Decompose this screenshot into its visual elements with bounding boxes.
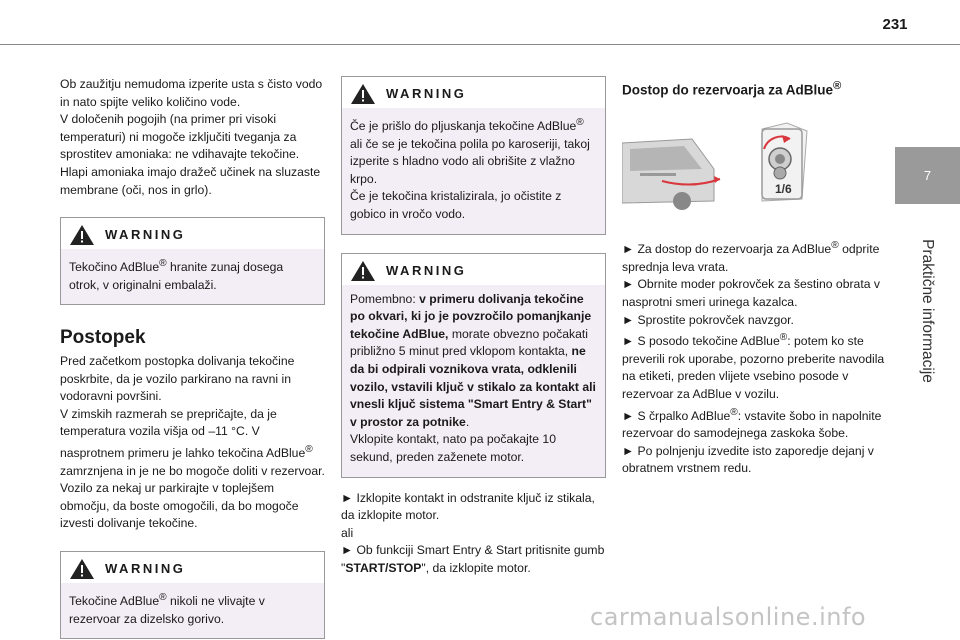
- van-door-filler-icon: [622, 121, 872, 211]
- warning-text-part: Tekočine AdBlue: [69, 594, 160, 609]
- start-stop-label: START/STOP: [345, 560, 422, 575]
- warning-text-part: Tekočino AdBlue: [69, 260, 160, 275]
- step-text-part: ► Za dostop do rezervoarja za AdBlue: [622, 242, 832, 257]
- registered-mark: ®: [833, 80, 842, 92]
- page-number: 231: [882, 16, 908, 33]
- procedure-paragraph: [60, 353, 325, 533]
- warning-title: WARNING: [105, 561, 186, 577]
- warning-text: [61, 583, 324, 638]
- procedure-text-part: Pred začetkom postopka dolivanja tekočine poskrbite, da je vozilo parkirano na ravni in vodoravni površini. V zimskih razmerah se prepričajte, da je temperatura vozila višja od –11 °C. V nasprotnem primeru je lahko tekočina AdBlue: [60, 354, 306, 461]
- warning-triangle-icon: [350, 260, 376, 282]
- section-title: Postopek: [60, 327, 146, 349]
- step-text-part: ► Ob funkciji Smart Entry & Start pritisnite gumb ": [341, 543, 605, 575]
- registered-mark: ®: [159, 258, 167, 270]
- warning-title: WARNING: [105, 227, 186, 243]
- warning-text-part: Če je prišlo do pljuskanja tekočine AdBlue: [350, 119, 577, 134]
- warning-text: [342, 285, 605, 477]
- column-right: [622, 76, 888, 478]
- warning-text: [342, 108, 605, 234]
- step-open-door: [622, 237, 888, 276]
- chapter-title: Praktične informacije: [919, 239, 937, 383]
- access-title: [622, 78, 888, 99]
- step-release-cap: ► Sprostite pokrovček navzgor.: [622, 312, 794, 327]
- warning-box-spill: [341, 76, 606, 235]
- step-text-part: ► S posodo tekočine AdBlue: [622, 334, 780, 349]
- step-pump: [622, 404, 888, 443]
- registered-mark: ®: [730, 406, 738, 418]
- step-reverse: ► Po polnjenju izvedite isto zaporedje dejanj v obratnem vrstnem redu.: [622, 443, 874, 476]
- step-or: ali: [341, 525, 354, 540]
- step-switch-off: ► Izklopite kontakt in odstranite ključ iz stikala, da izklopite motor.: [341, 490, 595, 523]
- adblue-tank-illustration: [622, 121, 872, 211]
- step-start-stop: [341, 542, 606, 577]
- warning-text-part: nikoli ne vlivajte v rezervoar za dizelsko gorivo.: [69, 594, 265, 626]
- warning-header: [342, 77, 605, 108]
- warning-header: [61, 552, 324, 583]
- column-left: [60, 76, 325, 639]
- warning-text-part: Pomembno:: [350, 291, 420, 306]
- warning-triangle-icon: [69, 224, 95, 246]
- warning-box-diesel: [60, 551, 325, 639]
- warning-text-part: morate obvezno počakati približno 5 minut pred vklopom kontakta,: [350, 326, 588, 359]
- step-text-part: ", da izklopite motor.: [421, 560, 531, 575]
- intro-paragraph: Ob zaužitju nemudoma izperite usta s čisto vodo in nato spijte veliko količino vode. V določenih pogojih (na primer pri visoki temperaturi) ni mogoče izključiti tveganja za sprostitev amoniaka: ne vdihavajte tekočine. Hlapi amoniaka imajo dražeč učinek na sluzaste membrane (oči, nos in grlo).: [60, 77, 323, 197]
- warning-text-part: hranite zunaj dosega otrok, v originalni embalaži.: [69, 260, 284, 292]
- access-title-text: Dostop do rezervoarja za AdBlue: [622, 82, 834, 98]
- step-container: [622, 329, 888, 403]
- registered-mark: ®: [305, 443, 313, 455]
- warning-text-bold: v primeru dolivanja tekočine po okvari, ki jo je povzročilo pomanjkanje tekočine AdBlue,: [350, 291, 592, 341]
- step-text-part: : vstavite šobo in napolnite rezervoar do samodejnega zaskoka šobe.: [622, 408, 882, 441]
- chapter-tab[interactable]: [895, 147, 960, 204]
- warning-header: [342, 254, 605, 285]
- step-text-part: : potem ko ste preverili rok uporabe, pozorno preberite navodila na etiketi, preden vlijete vsebino posode v rezervoar za AdBlue v vozilu.: [622, 334, 885, 401]
- warning-box-important: [341, 253, 606, 478]
- chapter-number: 7: [923, 168, 932, 183]
- warning-text: [61, 249, 324, 304]
- warning-triangle-icon: [350, 83, 376, 105]
- warning-text-part: ali če se je tekočina polila po karoseriji, takoj izperite s hladno vodo ali obrišite z vlažno krpo. Če je tekočina kristalizirala, jo očistite z gobico in vročo vodo.: [350, 136, 590, 222]
- registered-mark: ®: [159, 592, 167, 603]
- registered-mark: ®: [831, 240, 839, 252]
- step-text-part: odprite sprednja leva vrata.: [622, 242, 880, 274]
- warning-title: WARNING: [386, 86, 467, 102]
- warning-box-children: [60, 217, 325, 305]
- warning-text-bold: ne da bi odpirali voznikova vrata, odklenili vozilo, vstavili ključ v stikalo za kontakt ali vnesli ključ sistema "Smart Entry & Start" v prostor za potnike: [350, 344, 596, 429]
- header-divider: [0, 44, 960, 45]
- rotation-label: 1/6: [775, 182, 792, 197]
- step-text-part: ► S črpalko AdBlue: [622, 408, 731, 423]
- watermark: carmanualsonline.info: [590, 603, 867, 631]
- warning-text-part: . Vklopite kontakt, nato pa počakajte 10 sekund, preden zaženete motor.: [350, 414, 556, 464]
- procedure-text-part: zamrznjena in je ne bo mogoče doliti v rezervoar. Vozilo za nekaj ur parkirajte v toplejšem območju, da boste omogočili, da bo mogoče izvesti dolivanje tekočine.: [60, 463, 325, 531]
- warning-title: WARNING: [386, 262, 467, 278]
- warning-triangle-icon: [69, 558, 95, 580]
- registered-mark: ®: [779, 332, 788, 344]
- step-turn-cap: ► Obrnite moder pokrovček za šestino obrata v nasprotni smeri urinega kazalca.: [622, 277, 880, 309]
- registered-mark: ®: [576, 117, 584, 128]
- warning-header: [61, 218, 324, 249]
- column-middle: [341, 76, 606, 578]
